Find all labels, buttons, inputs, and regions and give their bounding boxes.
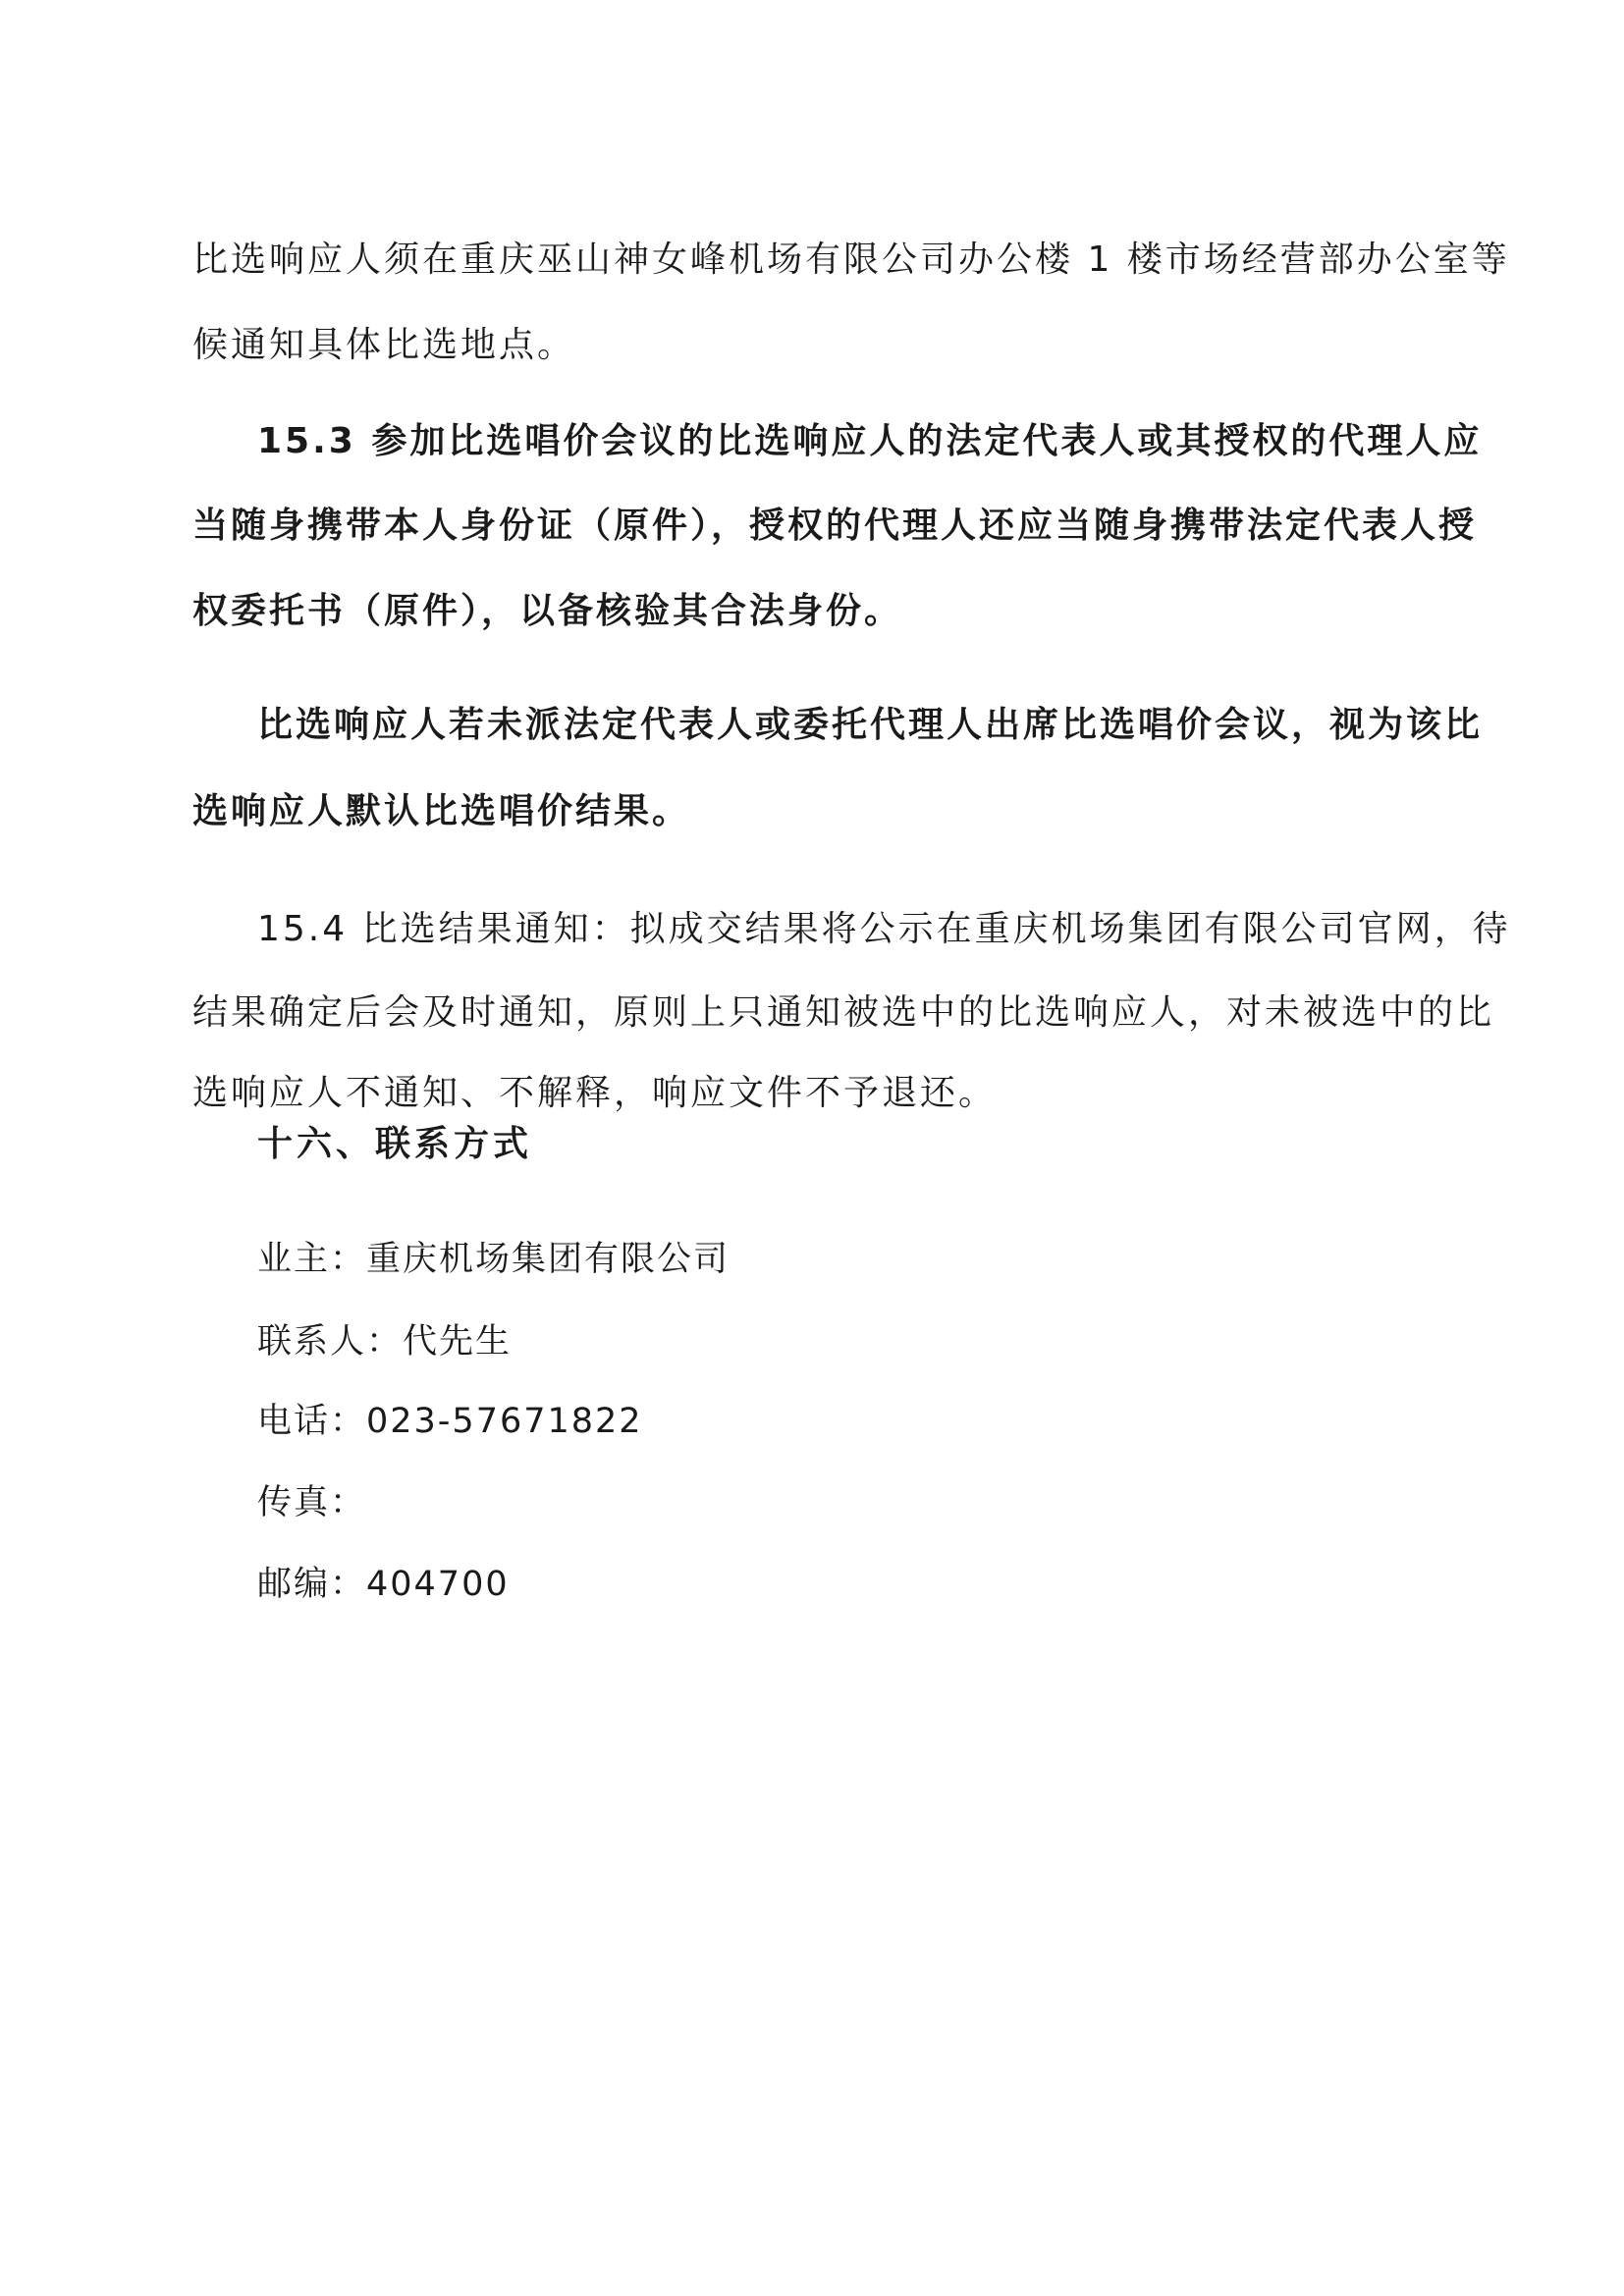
paragraph-15-2-line-1: 比选响应人须在重庆巫山神女峰机场有限公司办公楼 1 楼市场经营部办公室等 xyxy=(192,240,1510,280)
contact-phone: 电话：023-57671822 xyxy=(257,1402,643,1441)
contact-owner: 业主：重庆机场集团有限公司 xyxy=(257,1240,731,1279)
contact-person: 联系人：代先生 xyxy=(257,1322,513,1362)
contact-fax: 传真： xyxy=(257,1483,367,1522)
paragraph-15-3-line-1: 15.3 参加比选唱价会议的比选响应人的法定代表人或其授权的代理人应 xyxy=(257,421,1483,461)
contact-postcode: 邮编：404700 xyxy=(257,1565,510,1604)
section-16-title: 十六、联系方式 xyxy=(257,1124,533,1164)
paragraph-15-3-line-2: 当随身携带本人身份证（原件），授权的代理人还应当随身携带法定代表人授 xyxy=(192,506,1478,546)
paragraph-15-4-line-1: 15.4 比选结果通知：拟成交结果将公示在重庆机场集团有限公司官网，待 xyxy=(257,909,1511,949)
paragraph-15-3-line-3: 权委托书（原件），以备核验其合法身份。 xyxy=(192,591,903,631)
paragraph-absence-line-1: 比选响应人若未派法定代表人或委托代理人出席比选唱价会议，视为该比 xyxy=(257,705,1484,745)
paragraph-15-2-line-2: 候通知具体比选地点。 xyxy=(192,325,576,365)
paragraph-absence-line-2: 选响应人默认比选唱价结果。 xyxy=(192,791,691,831)
paragraph-15-4-line-3: 选响应人不通知、不解释，响应文件不予退还。 xyxy=(192,1073,998,1113)
paragraph-15-4-line-2: 结果确定后会及时通知，原则上只通知被选中的比选响应人，对未被选中的比 xyxy=(192,992,1495,1033)
